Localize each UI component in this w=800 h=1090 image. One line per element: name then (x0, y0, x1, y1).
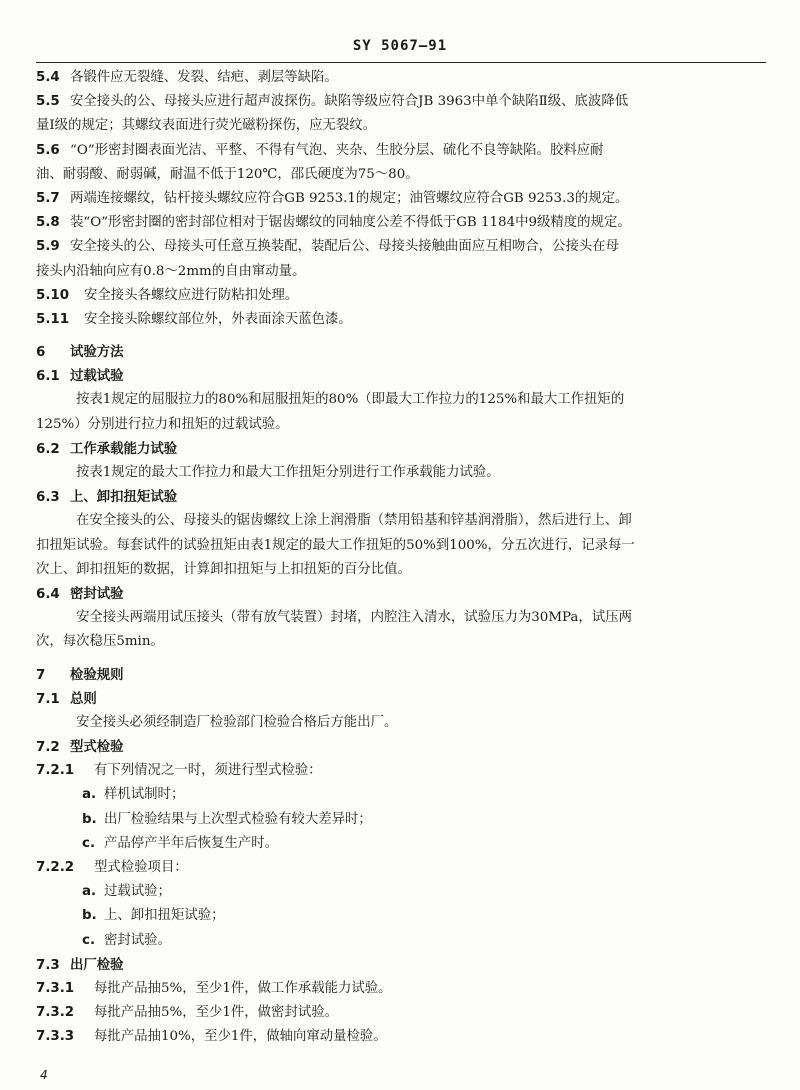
clause-7-1-heading: 7.1 总则 (36, 690, 97, 707)
clause-7-3-2: 7.3.2 每批产品抽5%，至少1件，做密封试验。 (36, 1005, 339, 1021)
clause-6-3-cont-2: 次上、卸扣扭矩的数据，计算卸扣扭矩与上扣扭矩的百分比值。 (36, 561, 411, 577)
clause-6-3-heading: 6.3 上、卸扣扭矩试验 (36, 489, 178, 506)
header-rule (36, 62, 766, 63)
clause-7-3-1: 7.3.1 每批产品抽5%，至少1件，做工作承载能力试验。 (36, 980, 392, 996)
clause-5-4: 5.4 各锻件应无裂缝、发裂、结疤、剥层等缺陷。 (36, 70, 338, 85)
clause-5-7: 5.7 两端连接螺纹，钻杆接头螺纹应符合GB 9253.1的规定；油管螺纹应符合GB 9253.3的规定。 (36, 190, 629, 206)
page-number: 4 (40, 1068, 48, 1082)
clause-6-1-text: 按表1规定的屈服拉力的80%和屈服扭矩的80%（即最大工作拉力的125%和最大工作扭矩的 (76, 392, 625, 408)
clause-5-6: 5.6 “O”形密封圈表面光洁、平整、不得有气泡、夹杂、生胶分层、硫化不良等缺陷。胶料应耐 (36, 142, 604, 158)
section-7-heading: 7 检验规则 (36, 666, 124, 683)
list-item: a. 过载试验； (82, 884, 171, 900)
clause-7-2-heading: 7.2 型式检验 (36, 739, 124, 756)
list-item: b. 上、卸扣扭矩试验； (82, 908, 225, 924)
clause-6-2-text: 按表1规定的最大工作拉力和最大工作扭矩分别进行工作承载能力试验。 (76, 465, 500, 480)
document-body (36, 66, 766, 1050)
clause-6-1-cont: 125%）分别进行拉力和扭矩的过载试验。 (36, 416, 289, 432)
clause-5-10: 5.10 安全接头各螺纹应进行防粘扣处理。 (36, 287, 299, 303)
clause-5-5-cont: 量Ⅰ级的规定；其螺纹表面进行荧光磁粉探伤，应无裂纹。 (36, 118, 377, 134)
clause-5-5: 5.5 安全接头的公、母接头应进行超声波探伤。缺陷等级应符合JB 3963中单个缺陷Ⅱ级、底波降低 (36, 94, 629, 110)
clause-6-4-text: 安全接头两端用试压接头（带有放气装置）封堵，内腔注入清水，试验压力为30MPa，试压两 (76, 610, 632, 626)
clause-6-4-cont: 次，每次稳压5min。 (36, 634, 164, 650)
clause-6-3-text: 在安全接头的公、母接头的锯齿螺纹上涂上润滑脂（禁用铅基和锌基润滑脂），然后进行上、卸 (76, 513, 632, 529)
clause-5-9-cont: 接头内沿轴向应有0.8～2mm的自由窜动量。 (36, 263, 306, 279)
clause-7-3-3: 7.3.3 每批产品抽10%，至少1件，做轴向窜动量检验。 (36, 1029, 387, 1045)
list-item: a. 样机试制时； (82, 787, 185, 803)
clause-5-11: 5.11 安全接头除螺纹部位外，外表面涂天蓝色漆。 (36, 311, 352, 327)
clause-5-6-cont: 油、耐弱酸、耐弱碱，耐温不低于120℃，邵氏硬度为75～80。 (36, 166, 419, 182)
clause-7-2-2: 7.2.2 型式检验项目： (36, 860, 188, 875)
list-item: b. 出厂检验结果与上次型式检验有较大差异时； (82, 811, 372, 827)
clause-7-1-text: 安全接头必须经制造厂检验部门检验合格后方能出厂。 (76, 714, 398, 730)
document-code-header: SY 5067—91 (352, 38, 448, 54)
section-6-heading: 6 试验方法 (36, 344, 124, 361)
clause-6-1-heading: 6.1 过载试验 (36, 368, 124, 385)
clause-5-9: 5.9 安全接头的公、母接头可任意互换装配，装配后公、母接头接触曲面应互相吻合，公接头在母 (36, 239, 620, 255)
clause-7-2-1: 7.2.1 有下列情况之一时，须进行型式检验： (36, 763, 322, 779)
clause-6-2-heading: 6.2 工作承载能力试验 (36, 440, 178, 457)
clause-5-8: 5.8 装“O”形密封圈的密封部位相对于锯齿螺纹的同轴度公差不得低于GB 1184中9级精度的规定。 (36, 215, 631, 231)
clause-6-3-cont-1: 扣扭矩试验。每套试件的试验扭矩由表1规定的最大工作扭矩的50%到100%，分五次进行，记录每一 (36, 537, 635, 553)
clause-7-3-heading: 7.3 出厂检验 (36, 956, 124, 973)
clause-6-4-heading: 6.4 密封试验 (36, 585, 124, 602)
list-item: c. 产品停产半年后恢复生产时。 (82, 835, 279, 851)
list-item: c. 密封试验。 (82, 932, 171, 948)
